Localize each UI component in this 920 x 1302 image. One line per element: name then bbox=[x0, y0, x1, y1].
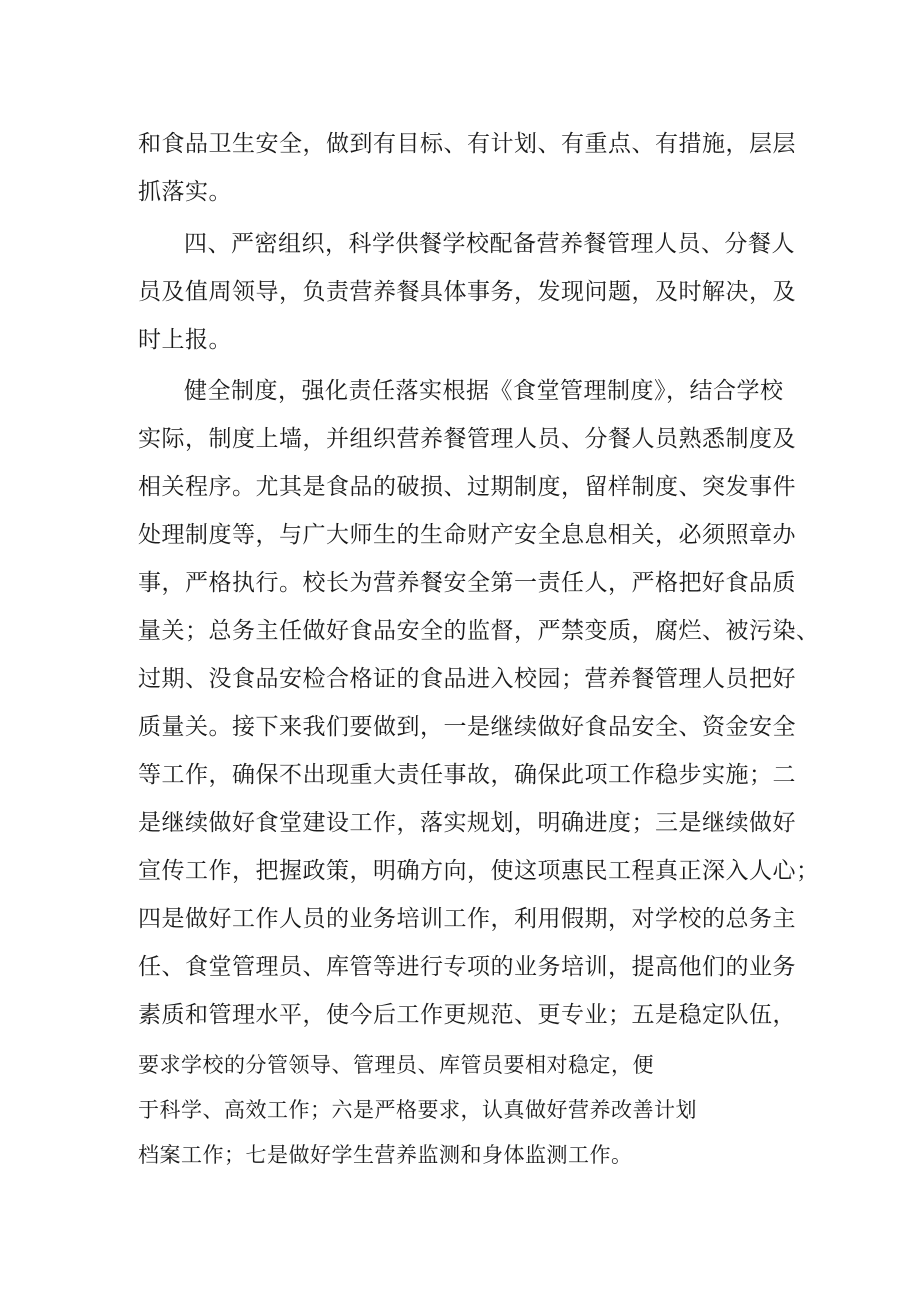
paragraph-line: 素质和管理水平，使今后工作更规范、更专业；五是稳定队伍， bbox=[138, 1002, 796, 1028]
paragraph-line: 和食品卫生安全，做到有目标、有计划、有重点、有措施，层层 bbox=[138, 131, 796, 157]
paragraph-line: 等工作，确保不出现重大责任事故，确保此项工作稳步实施；二 bbox=[138, 762, 796, 788]
paragraph-line: 是继续做好食堂建设工作，落实规划，明确进度；三是继续做好 bbox=[138, 810, 796, 836]
paragraph-line: 实际，制度上墙，并组织营养餐管理人员、分餐人员熟悉制度及 bbox=[138, 426, 796, 452]
paragraph-line: 员及值周领导，负责营养餐具体事务，发现问题，及时解决，及 bbox=[138, 279, 796, 305]
section-four-line: 四、严密组织，科学供餐学校配备营养餐管理人员、分餐人 bbox=[184, 231, 795, 257]
paragraph-line: 四是做好工作人员的业务培训工作，利用假期，对学校的总务主 bbox=[138, 906, 796, 932]
paragraph-line: 过期、没食品安检合格证的食品进入校园；营养餐管理人员把好 bbox=[138, 666, 796, 692]
system-paragraph-line: 健全制度，强化责任落实根据《食堂管理制度》，结合学校 bbox=[184, 378, 784, 404]
paragraph-line: 相关程序。尤其是食品的破损、过期制度，留样制度、突发事件 bbox=[138, 474, 796, 500]
paragraph-line: 任、食堂管理员、库管等进行专项的业务培训，提高他们的业务 bbox=[138, 954, 796, 980]
paragraph-line: 质量关。接下来我们要做到，一是继续做好食品安全、资金安全 bbox=[138, 714, 796, 740]
paragraph-line: 宣传工作，把握政策，明确方向，使这项惠民工程真正深入人心； bbox=[138, 858, 820, 884]
paragraph-line: 于科学、高效工作；六是严格要求，认真做好营养改善计划 bbox=[138, 1098, 697, 1122]
paragraph-line: 时上报。 bbox=[138, 327, 232, 353]
paragraph-line: 档案工作；七是做好学生营养监测和身体监测工作。 bbox=[138, 1143, 633, 1167]
paragraph-line: 抓落实。 bbox=[138, 179, 232, 205]
paragraph-line: 处理制度等，与广大师生的生命财产安全息息相关，必须照章办 bbox=[138, 522, 796, 548]
paragraph-line: 事，严格执行。校长为营养餐安全第一责任人，严格把好食品质 bbox=[138, 570, 796, 596]
paragraph-line: 要求学校的分管领导、管理员、库管员要相对稳定，便 bbox=[138, 1053, 654, 1077]
paragraph-line: 量关；总务主任做好食品安全的监督，严禁变质，腐烂、被污染、 bbox=[138, 618, 820, 644]
